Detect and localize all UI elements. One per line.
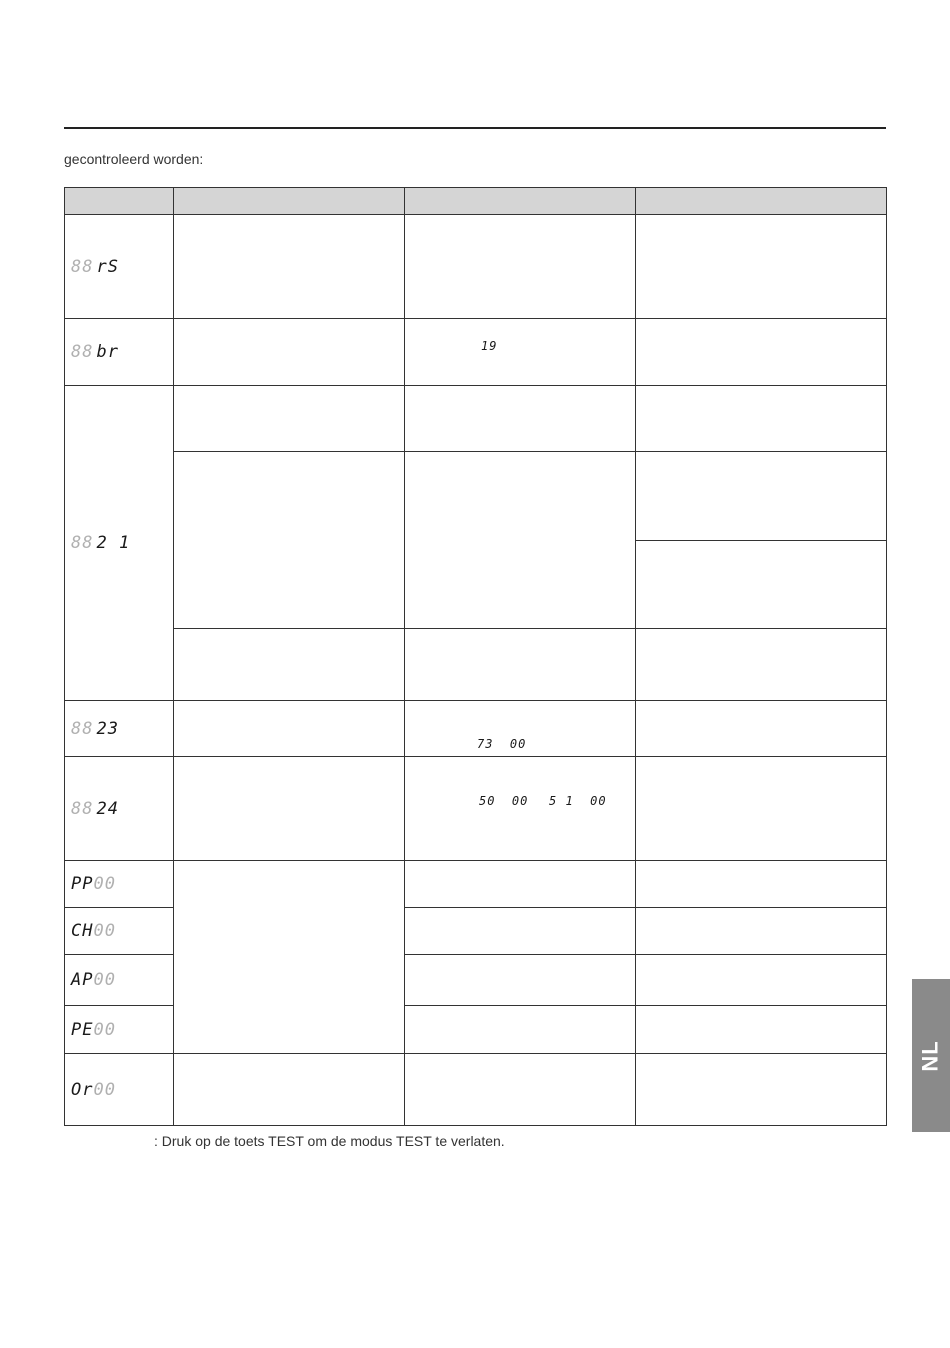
table-row: [65, 215, 887, 319]
table-cell: [636, 386, 887, 452]
table-cell: [636, 215, 887, 319]
table-row: [65, 861, 887, 908]
lcd-code-or: Or00: [71, 1079, 116, 1100]
table-cell: [405, 319, 636, 386]
code-cell: [65, 1054, 174, 1126]
table-cell: [405, 215, 636, 319]
language-tab-label: NL: [917, 1039, 943, 1072]
table-cell: [405, 908, 636, 955]
table-cell: [174, 757, 405, 861]
lcd-code-23: 88 23: [71, 718, 119, 739]
table-cell: [174, 215, 405, 319]
table-row: [65, 757, 887, 861]
lcd-code-pp: PP00: [71, 874, 116, 894]
table-row: [65, 452, 887, 541]
table-cell: [636, 452, 887, 541]
table-row: [65, 319, 887, 386]
lcd-code-pe: PE00: [71, 1019, 116, 1040]
table-cell: [174, 386, 405, 452]
table-cell: [636, 861, 887, 908]
lcd-value-24b: 5 1 00: [549, 794, 607, 808]
table-cell: [405, 701, 636, 757]
table-cell: [405, 386, 636, 452]
lcd-code-24: 88 24: [71, 798, 119, 819]
table-cell: [174, 319, 405, 386]
table-cell: [636, 701, 887, 757]
header-cell: [174, 188, 405, 215]
code-cell: [65, 701, 174, 757]
header-cell: [636, 188, 887, 215]
table-cell: [174, 701, 405, 757]
language-tab: [912, 979, 950, 1132]
code-cell: [65, 319, 174, 386]
header-cell: [405, 188, 636, 215]
code-cell: [65, 908, 174, 955]
table-cell: [174, 861, 405, 1054]
lcd-code-ap: AP00: [71, 970, 116, 990]
table-cell: [636, 1006, 887, 1054]
table-cell: [636, 955, 887, 1006]
code-cell: [65, 955, 174, 1006]
table-cell: [174, 452, 405, 629]
header-rule: [64, 127, 886, 129]
table-cell: [405, 452, 636, 629]
table-cell: [636, 908, 887, 955]
table-row: [65, 386, 887, 452]
table-cell: [174, 1054, 405, 1126]
table-cell: [405, 629, 636, 701]
table-cell: [405, 955, 636, 1006]
lcd-code-21: 88 2 1: [71, 533, 131, 553]
table-cell: [636, 541, 887, 629]
table-cell: [636, 319, 887, 386]
lcd-value-br: 19: [481, 339, 498, 353]
table-cell: [636, 629, 887, 701]
intro-text: gecontroleerd worden:: [64, 151, 204, 167]
table-cell: [174, 629, 405, 701]
table-cell: [405, 757, 636, 861]
lcd-code-ch: CH00: [71, 921, 116, 941]
code-cell: [65, 386, 174, 701]
lcd-value-24a: 50 00: [479, 794, 529, 808]
code-cell: [65, 1006, 174, 1054]
table-cell: [405, 861, 636, 908]
table-row: [65, 701, 887, 757]
table-row: [65, 1054, 887, 1126]
code-cell: [65, 215, 174, 319]
lcd-code-rs: 88 rS: [71, 256, 119, 277]
test-mode-table: [64, 187, 887, 1126]
lcd-value-23: 73 00: [477, 737, 527, 751]
table-cell: [405, 1006, 636, 1054]
table-cell: [636, 1054, 887, 1126]
lcd-code-br: 88 br: [71, 342, 119, 362]
table-cell: [636, 757, 887, 861]
header-cell: [65, 188, 174, 215]
table-cell: [405, 1054, 636, 1126]
code-cell: [65, 757, 174, 861]
code-cell: [65, 861, 174, 908]
table-header-row: [65, 188, 887, 215]
table-row: [65, 629, 887, 701]
footnote-text: : Druk op de toets TEST om de modus TEST te verlaten.: [154, 1133, 505, 1149]
